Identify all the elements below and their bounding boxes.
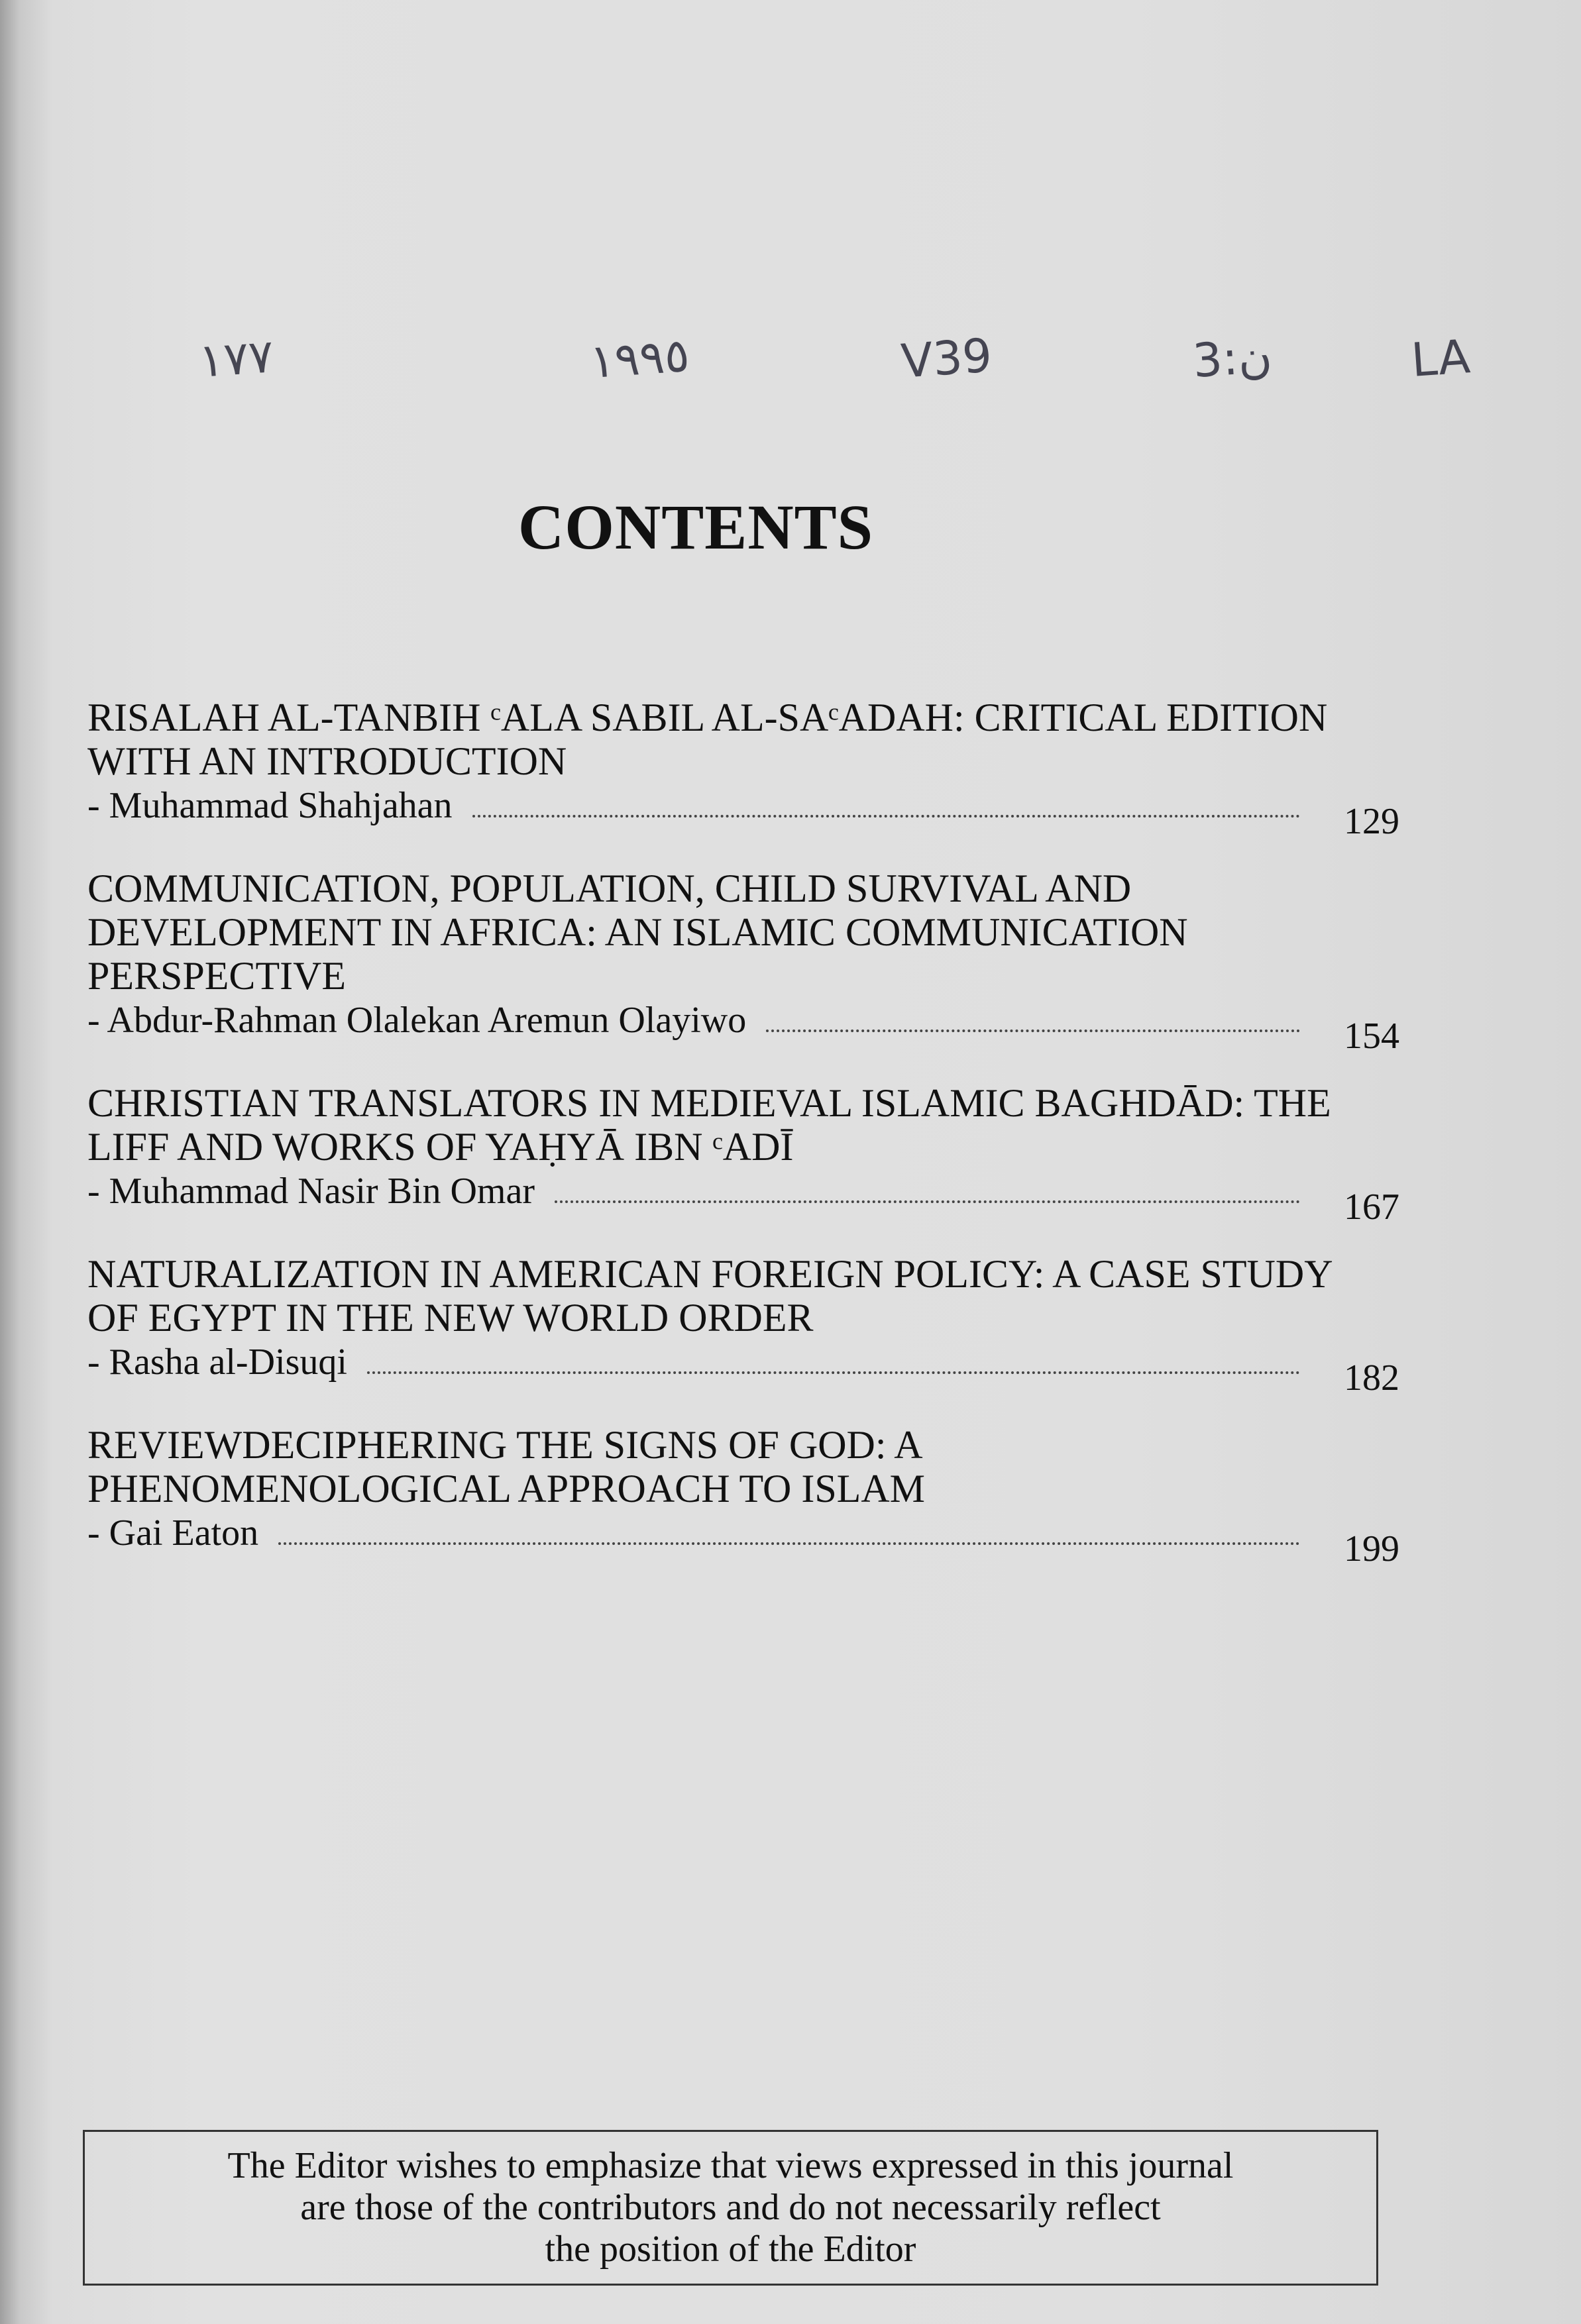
article-author: - Abdur-Rahman Olalekan Aremun Olayiwo <box>87 1000 747 1041</box>
handwritten-note: ن:3 <box>1191 328 1274 389</box>
handwritten-annotations <box>0 327 1581 424</box>
editor-disclaimer-box <box>83 2130 1378 2286</box>
page-title: CONTENTS <box>518 492 874 562</box>
author-line <box>87 1341 1399 1399</box>
disclaimer-line: are those of the contributors and do not necessarily reflect <box>300 2187 1161 2228</box>
toc-entry <box>87 1081 1399 1228</box>
disclaimer-line: the position of the Editor <box>545 2229 916 2270</box>
author-line <box>87 1512 1399 1569</box>
article-author: - Muhammad Shahjahan <box>87 785 453 826</box>
page-number: 129 <box>1344 801 1399 842</box>
toc-entry <box>87 1252 1399 1399</box>
article-author: - Gai Eaton <box>87 1512 259 1554</box>
page-number: 182 <box>1344 1357 1399 1399</box>
page-number: 167 <box>1344 1187 1399 1228</box>
dot-leader <box>555 1194 1300 1203</box>
article-author: - Muhammad Nasir Bin Omar <box>87 1171 535 1212</box>
author-line <box>87 1170 1399 1228</box>
author-line <box>87 999 1399 1057</box>
handwritten-note: ١٧٧ <box>197 329 276 388</box>
article-title: COMMUNICATION, POPULATION, CHILD SURVIVAL AND DEVELOPMENT IN AFRICA: AN ISLAMIC COMMUNICATION PERSPECTIVE <box>87 867 1188 998</box>
handwritten-note: LA <box>1409 329 1472 388</box>
disclaimer-line: The Editor wishes to emphasize that views expressed in this journal <box>227 2145 1234 2186</box>
article-author: - Rasha al-Disuqi <box>87 1342 347 1383</box>
dot-leader <box>472 808 1300 818</box>
handwritten-note: ١٩٩٥ <box>588 327 692 390</box>
page-number: 154 <box>1344 1016 1399 1057</box>
author-line <box>87 784 1399 842</box>
handwritten-note: V39 <box>899 328 994 389</box>
article-title: CHRISTIAN TRANSLATORS IN MEDIEVAL ISLAMIC BAGHDĀD: THE LIFF AND WORKS OF YAḤYĀ IBN ᶜADĪ <box>87 1081 1331 1169</box>
toc-entry <box>87 867 1399 1057</box>
dot-leader <box>367 1365 1300 1374</box>
article-title: RISALAH AL-TANBIH ᶜALA SABIL AL-SAᶜADAH: CRITICAL EDITION WITH AN INTRODUCTION <box>87 696 1328 783</box>
table-of-contents <box>87 696 1399 1594</box>
article-title: NATURALIZATION IN AMERICAN FOREIGN POLICY: A CASE STUDY OF EGYPT IN THE NEW WORLD ORDER <box>87 1252 1332 1340</box>
dot-leader <box>278 1536 1300 1545</box>
toc-entry <box>87 1423 1399 1569</box>
dot-leader <box>766 1023 1300 1032</box>
article-title: REVIEWDECIPHERING THE SIGNS OF GOD: A PHENOMENOLOGICAL APPROACH TO ISLAM <box>87 1423 926 1510</box>
page-number: 199 <box>1344 1528 1399 1569</box>
toc-entry <box>87 696 1399 842</box>
